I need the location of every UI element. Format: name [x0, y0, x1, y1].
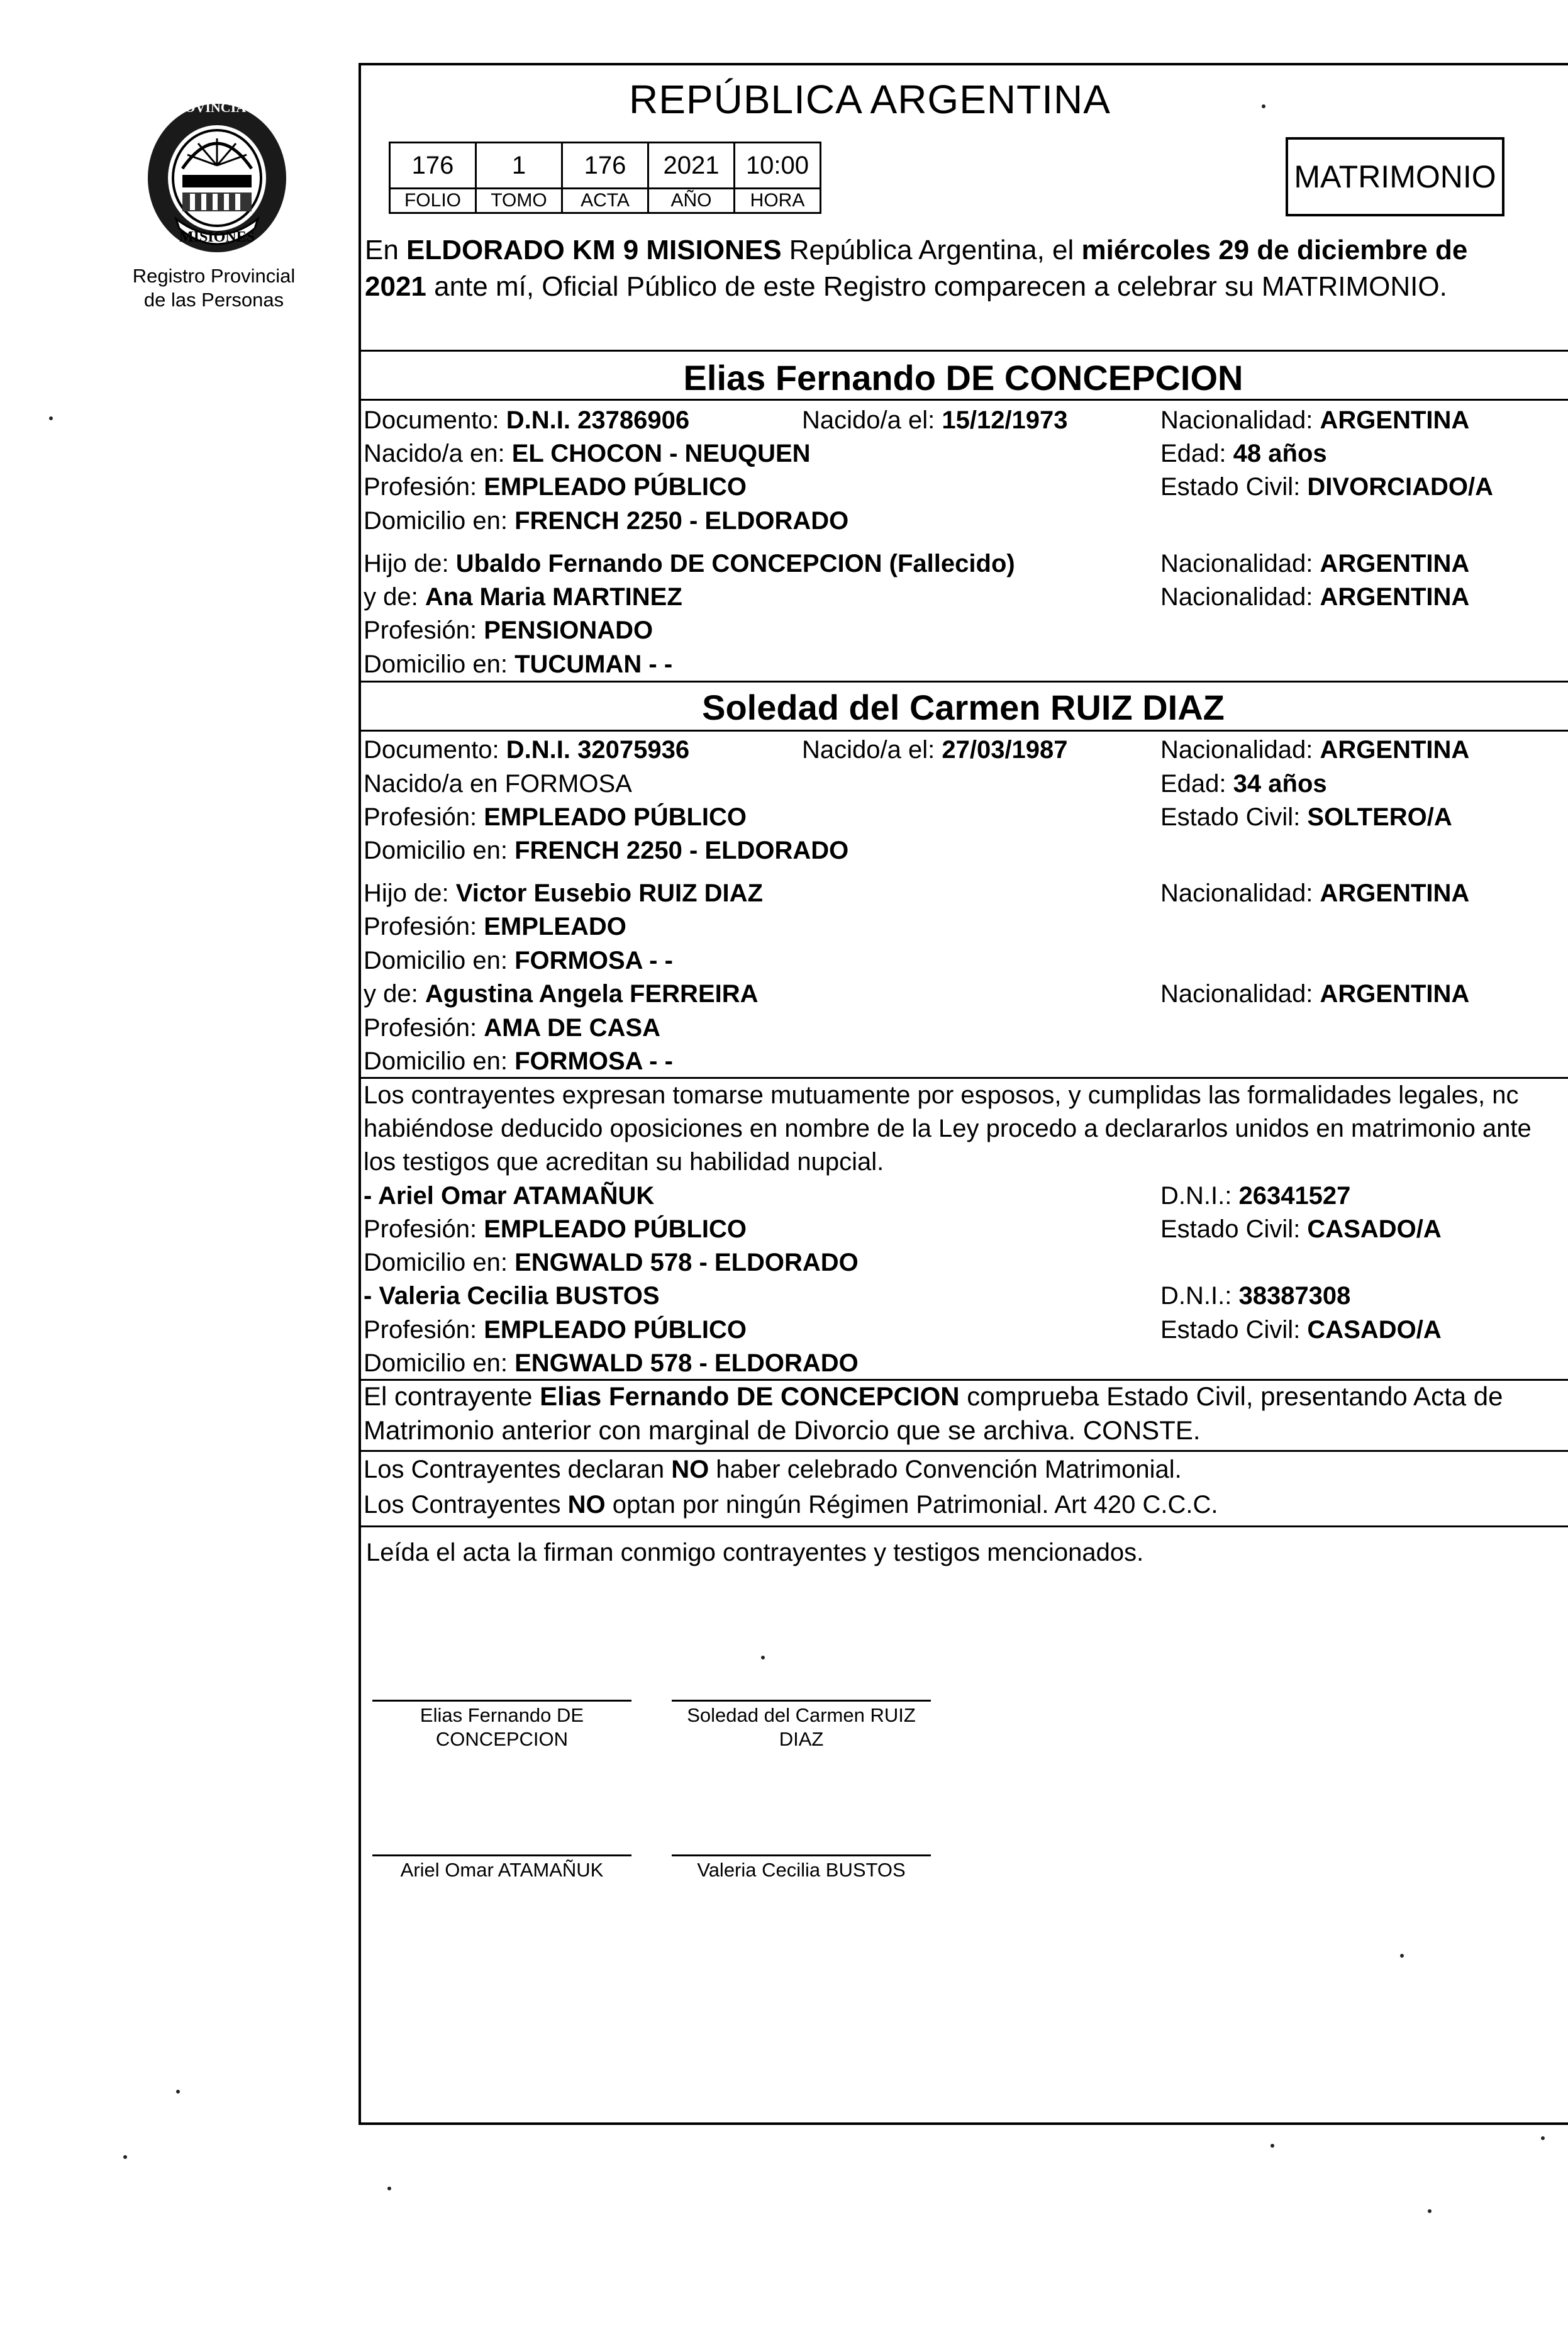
witness2-domicilio — [364, 1348, 859, 1378]
groom-mother-nacionalidad — [1160, 582, 1469, 612]
text: comprueba Estado Civil, presentando Acta de — [959, 1381, 1503, 1411]
scan-speck — [1541, 2136, 1545, 2140]
signature-line — [672, 1700, 931, 1702]
scan-speck — [123, 2155, 127, 2159]
label: Nacionalidad: — [1160, 879, 1320, 907]
witness2-dni — [1160, 1281, 1350, 1311]
intro-place: ELDORADO KM 9 MISIONES — [406, 235, 782, 265]
label: D.N.I.: — [1160, 1282, 1239, 1310]
intro-mid: República Argentina, el — [781, 235, 1082, 265]
groom-nacido-el — [802, 405, 1068, 435]
scan-speck — [176, 2090, 180, 2094]
declaration-line1: Los contrayentes expresan tomarse mutuamente por esposos, y cumplidas las formalidades legales, nc — [364, 1081, 1519, 1109]
witness1-profesion — [364, 1214, 747, 1244]
intro-line1 — [365, 231, 1467, 269]
anio-label: AÑO — [648, 189, 735, 213]
convention-line1 — [364, 1454, 1182, 1485]
value: D.N.I. 32075936 — [506, 736, 690, 764]
bride-father — [364, 878, 763, 908]
text: Los Contrayentes — [364, 1491, 568, 1519]
bride-estado-civil — [1160, 802, 1452, 832]
divider — [359, 1525, 1568, 1527]
bride-nacido-en: Nacido/a en FORMOSA — [364, 770, 632, 798]
value: Victor Eusebio RUIZ DIAZ — [455, 879, 763, 907]
value: CASADO/A — [1307, 1215, 1442, 1243]
label: Profesión: — [364, 913, 484, 940]
value: SOLTERO/A — [1307, 803, 1452, 831]
label: D.N.I.: — [1160, 1182, 1239, 1210]
groom-parents-domicilio — [364, 649, 672, 679]
witness1-estado-civil — [1160, 1214, 1442, 1244]
document-type-box: MATRIMONIO — [1286, 137, 1504, 216]
intro-year: 2021 — [365, 271, 426, 302]
label: Domicilio en: — [364, 1047, 515, 1075]
signature-line — [672, 1854, 931, 1856]
anio-value: 2021 — [648, 143, 735, 189]
label: Domicilio en: — [364, 837, 515, 864]
bride-name: Soledad del Carmen RUIZ DIAZ — [702, 688, 1225, 727]
value: 26341527 — [1238, 1182, 1351, 1210]
signature-line — [372, 1854, 631, 1856]
value: DIVORCIADO/A — [1307, 473, 1493, 501]
value: EMPLEADO PÚBLICO — [484, 1316, 747, 1344]
value: FRENCH 2250 - ELDORADO — [514, 507, 849, 535]
folio-value: 176 — [390, 143, 476, 189]
value: PENSIONADO — [484, 616, 653, 644]
bride-father-profesion — [364, 912, 626, 942]
bride-mother-nacionalidad — [1160, 979, 1469, 1009]
label: Hijo de: — [364, 879, 456, 907]
proof-line1 — [364, 1381, 1503, 1412]
label: Domicilio en: — [364, 1249, 515, 1276]
label: Estado Civil: — [1160, 803, 1308, 831]
label: Edad: — [1160, 770, 1233, 798]
text: optan por ningún Régimen Patrimonial. Art 420 C.C.C. — [605, 1491, 1218, 1519]
witness2-profesion — [364, 1315, 747, 1345]
value: Ana Maria MARTINEZ — [425, 583, 682, 611]
label: Profesión: — [364, 1215, 484, 1243]
value: EMPLEADO PÚBLICO — [484, 1215, 747, 1243]
text: Los Contrayentes declaran — [364, 1456, 672, 1483]
label: Documento: — [364, 736, 506, 764]
value: EMPLEADO PÚBLICO — [484, 803, 747, 831]
label: y de: — [364, 583, 425, 611]
groom-nacido-en — [364, 438, 811, 469]
label: Domicilio en: — [364, 507, 515, 535]
groom-estado-civil — [1160, 472, 1493, 502]
value: FRENCH 2250 - ELDORADO — [514, 837, 849, 864]
label: Profesión: — [364, 616, 484, 644]
scan-speck — [1428, 2209, 1432, 2213]
label: Profesión: — [364, 473, 484, 501]
no-emphasis: NO — [567, 1491, 606, 1519]
divider — [359, 730, 1568, 732]
groom-name-ref: Elias Fernando DE CONCEPCION — [540, 1381, 960, 1411]
label: Nacionalidad: — [1160, 550, 1320, 577]
intro-line2 — [365, 268, 1447, 306]
label: Nacionalidad: — [1160, 980, 1320, 1008]
value: Ubaldo Fernando DE CONCEPCION (Fallecido) — [455, 550, 1015, 577]
closing-statement: Leída el acta la firman conmigo contrayentes y testigos mencionados. — [366, 1539, 1144, 1566]
hora-label: HORA — [735, 189, 821, 213]
value: ENGWALD 578 - ELDORADO — [514, 1349, 859, 1377]
scan-speck — [1271, 2144, 1274, 2148]
divider — [359, 399, 1568, 401]
seal-text-top: PROVINCIA DE — [166, 99, 268, 115]
value: ARGENTINA — [1320, 406, 1470, 434]
scan-speck — [761, 1656, 765, 1659]
bride-nacionalidad — [1160, 735, 1469, 765]
witness1-dni — [1160, 1181, 1350, 1211]
registry-table — [389, 142, 821, 214]
value: ARGENTINA — [1320, 736, 1470, 764]
value: CASADO/A — [1307, 1316, 1442, 1344]
divider — [359, 1450, 1568, 1452]
groom-domicilio — [364, 506, 848, 536]
bride-mother-domicilio — [364, 1046, 673, 1076]
bride-father-domicilio — [364, 945, 673, 976]
divider — [359, 1077, 1568, 1079]
groom-profesion — [364, 472, 747, 502]
seal-text-bottom: MISIONES — [179, 229, 255, 245]
label: Nacionalidad: — [1160, 736, 1320, 764]
value: 27/03/1987 — [942, 736, 1068, 764]
hora-value: 10:00 — [735, 143, 821, 189]
groom-parents-profesion — [364, 615, 653, 645]
divider — [359, 681, 1568, 683]
label: Estado Civil: — [1160, 473, 1308, 501]
bride-documento — [364, 735, 689, 765]
witness1-domicilio — [364, 1247, 859, 1278]
proof-line2: Matrimonio anterior con marginal de Divorcio que se archiva. CONSTE. — [364, 1415, 1201, 1445]
bride-nacido-el — [802, 735, 1068, 765]
tomo-value: 1 — [476, 143, 562, 189]
value: ARGENTINA — [1320, 583, 1470, 611]
value: 48 años — [1233, 440, 1327, 467]
scan-speck — [1262, 104, 1265, 108]
witness2-estado-civil — [1160, 1315, 1442, 1345]
label: Domicilio en: — [364, 650, 515, 678]
label: Edad: — [1160, 440, 1233, 467]
no-emphasis: NO — [671, 1456, 709, 1483]
registry-caption-line1: Registro Provincial — [132, 265, 296, 287]
declaration-line3: los testigos que acreditan su habilidad nupcial. — [364, 1148, 884, 1176]
label: Profesión: — [364, 1316, 484, 1344]
value: 34 años — [1233, 770, 1327, 798]
scan-speck — [387, 2187, 391, 2190]
text: El contrayente — [364, 1381, 540, 1411]
text: haber celebrado Convención Matrimonial. — [709, 1456, 1182, 1483]
value: D.N.I. 23786906 — [506, 406, 690, 434]
misiones-seal-logo — [138, 93, 296, 263]
folio-label: FOLIO — [390, 189, 476, 213]
label: Profesión: — [364, 1014, 484, 1042]
value: TUCUMAN - - — [514, 650, 673, 678]
label: Nacido/a el: — [802, 406, 942, 434]
bride-father-nacionalidad — [1160, 878, 1469, 908]
scan-speck — [1400, 1954, 1404, 1958]
value: EMPLEADO PÚBLICO — [484, 473, 747, 501]
intro-date: miércoles 29 de diciembre de — [1081, 235, 1468, 265]
bride-mother-profesion — [364, 1013, 660, 1043]
intro-rest: ante mí, Oficial Público de este Registro comparecen a celebrar su MATRIMONIO. — [426, 271, 1447, 302]
signature-witness1: Ariel Omar ATAMAÑUK — [400, 1859, 604, 1881]
registry-caption — [101, 264, 327, 312]
value: AMA DE CASA — [484, 1014, 660, 1042]
value: ARGENTINA — [1320, 980, 1470, 1008]
bride-profesion — [364, 802, 747, 832]
label: Profesión: — [364, 803, 484, 831]
label: Nacionalidad: — [1160, 406, 1320, 434]
scan-speck — [49, 416, 53, 420]
acta-label: ACTA — [562, 189, 648, 213]
signature-line — [372, 1700, 631, 1702]
label: Hijo de: — [364, 550, 456, 577]
label: Domicilio en: — [364, 947, 515, 974]
groom-documento — [364, 405, 689, 435]
label: Nacido/a en: — [364, 440, 512, 467]
groom-father-nacionalidad — [1160, 549, 1469, 579]
label: Domicilio en: — [364, 1349, 515, 1377]
label: Estado Civil: — [1160, 1316, 1308, 1344]
bride-edad — [1160, 769, 1327, 799]
witness1-name: - Ariel Omar ATAMAÑUK — [364, 1182, 655, 1210]
value: ARGENTINA — [1320, 550, 1470, 577]
groom-edad — [1160, 438, 1327, 469]
value: FORMOSA - - — [514, 947, 673, 974]
value: FORMOSA - - — [514, 1047, 673, 1075]
document-title: REPÚBLICA ARGENTINA — [629, 77, 1111, 122]
signature-groom: Elias Fernando DE CONCEPCION — [420, 1704, 584, 1750]
convention-line2 — [364, 1490, 1218, 1520]
tomo-label: TOMO — [476, 189, 562, 213]
value: 15/12/1973 — [942, 406, 1068, 434]
value: EMPLEADO — [484, 913, 626, 940]
groom-nacionalidad — [1160, 405, 1469, 435]
intro-prefix: En — [365, 235, 407, 265]
value: 38387308 — [1238, 1282, 1351, 1310]
value: EL CHOCON - NEUQUEN — [511, 440, 811, 467]
value: ARGENTINA — [1320, 879, 1470, 907]
divider — [359, 1379, 1568, 1381]
groom-mother — [364, 582, 682, 612]
label: Documento: — [364, 406, 506, 434]
groom-father — [364, 549, 1015, 579]
bride-mother — [364, 979, 759, 1009]
declaration-line2: habiéndose deducido oposiciones en nombre de la Ley procedo a declararlos unidos en matrimonio ante — [364, 1115, 1532, 1142]
signature-bride: Soledad del Carmen RUIZ DIAZ — [687, 1704, 916, 1750]
witness2-name: - Valeria Cecilia BUSTOS — [364, 1282, 660, 1310]
label: Nacionalidad: — [1160, 583, 1320, 611]
registry-caption-line2: de las Personas — [143, 289, 284, 311]
label: Nacido/a el: — [802, 736, 942, 764]
value: Agustina Angela FERREIRA — [425, 980, 759, 1008]
label: y de: — [364, 980, 425, 1008]
value: ENGWALD 578 - ELDORADO — [514, 1249, 859, 1276]
divider — [359, 350, 1568, 352]
label: Estado Civil: — [1160, 1215, 1308, 1243]
bride-domicilio — [364, 835, 848, 866]
signature-witness2: Valeria Cecilia BUSTOS — [697, 1859, 906, 1881]
acta-value: 176 — [562, 143, 648, 189]
groom-name: Elias Fernando DE CONCEPCION — [683, 358, 1243, 398]
